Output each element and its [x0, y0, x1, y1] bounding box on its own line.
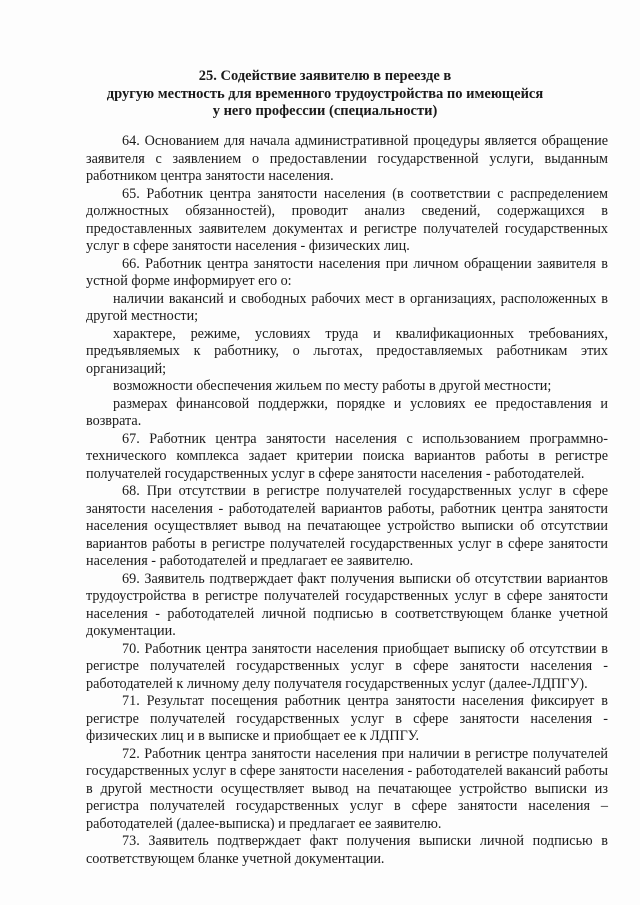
paragraph-64: 64. Основанием для начала административной процедуры является обращение заявителя с заявлением о предоставлении государственной услуги, выданным работником центра занятости населения. [86, 133, 608, 184]
paragraph-65: 65. Работник центра занятости населения (в соответствии с распределением должностных обязанностей), проводит анализ сведений, содержащихся в предоставленных заявителем документах и регистре получателей государственных услуг в сфере занятости населения - физических лиц. [86, 185, 608, 254]
list-item: возможности обеспечения жильем по месту работы в другой местности; [113, 378, 552, 394]
paragraph-70: 70. Работник центра занятости населения приобщает выписку об отсутствии в регистре получателей государственных услуг в сфере занятости населения - работодателей к личному делу получателя государственных услуг (далее-ЛДПГУ). [86, 640, 608, 692]
paragraph-69: 69. Заявитель подтверждает факт получения выписки об отсутствии вариантов трудоустройства в регистре получателей государственных услуг в сфере занятости населения - работодателей личной подписью в соответствующем бланке учетной документации. [86, 570, 608, 639]
list-item: размерах финансовой поддержки, порядке и условиях ее предоставления и возврата. [86, 395, 608, 429]
section-title-line: у него профессии (специальности) [212, 103, 438, 119]
document-body [86, 133, 608, 868]
list-item: характере, режиме, условиях труда и квалификационных требованиях, предъявляемых к работнику, о льготах, предоставляемых работникам этих организаций; [86, 325, 608, 377]
paragraph-66: 66. Работник центра занятости населения при личном обращении заявителя в устной форме информирует его о: [86, 255, 608, 289]
paragraph-68: 68. При отсутствии в регистре получателей государственных услуг в сфере занятости населения - работодателей вариантов работы, работник центра занятости населения осуществляет вывод на печатающее устройство выписки об отсутствии вариантов работы в регистре получателей государственных услуг в сфере занятости населения - работодателей и предлагает ее заявителю. [86, 483, 608, 569]
list-item: наличии вакансий и свободных рабочих мест в организациях, расположенных в другой местности; [86, 290, 608, 324]
section-title-line: 25. Содействие заявителю в переезде в [198, 68, 452, 84]
section-title-line: другую местность для временного трудоустройства по имеющейся [106, 85, 544, 102]
section-heading [60, 68, 590, 121]
paragraph-67: 67. Работник центра занятости населения с использованием программно-технического комплекса задает критерии поиска вариантов работы в регистре получателей государственных услуг в сфере занятости населения - работодателей. [86, 430, 608, 482]
paragraph-73: 73. Заявитель подтверждает факт получения выписки личной подписью в соответствующем бланке учетной документации. [86, 833, 608, 867]
paragraph-71: 71. Результат посещения работник центра занятости населения фиксирует в регистре получателей государственных услуг в сфере занятости населения - физических лиц и в выписке и приобщает ее к ЛДПГУ. [86, 693, 608, 744]
paragraph-72: 72. Работник центра занятости населения при наличии в регистре получателей государственных услуг в сфере занятости населения - работодателей вакансий работы в другой местности осуществляет вывод на печатающее устройство выписки из регистра получателей государственных услуг в сфере занятости населения – работодателей (далее-выписка) и предлагает ее заявителю. [86, 745, 608, 832]
